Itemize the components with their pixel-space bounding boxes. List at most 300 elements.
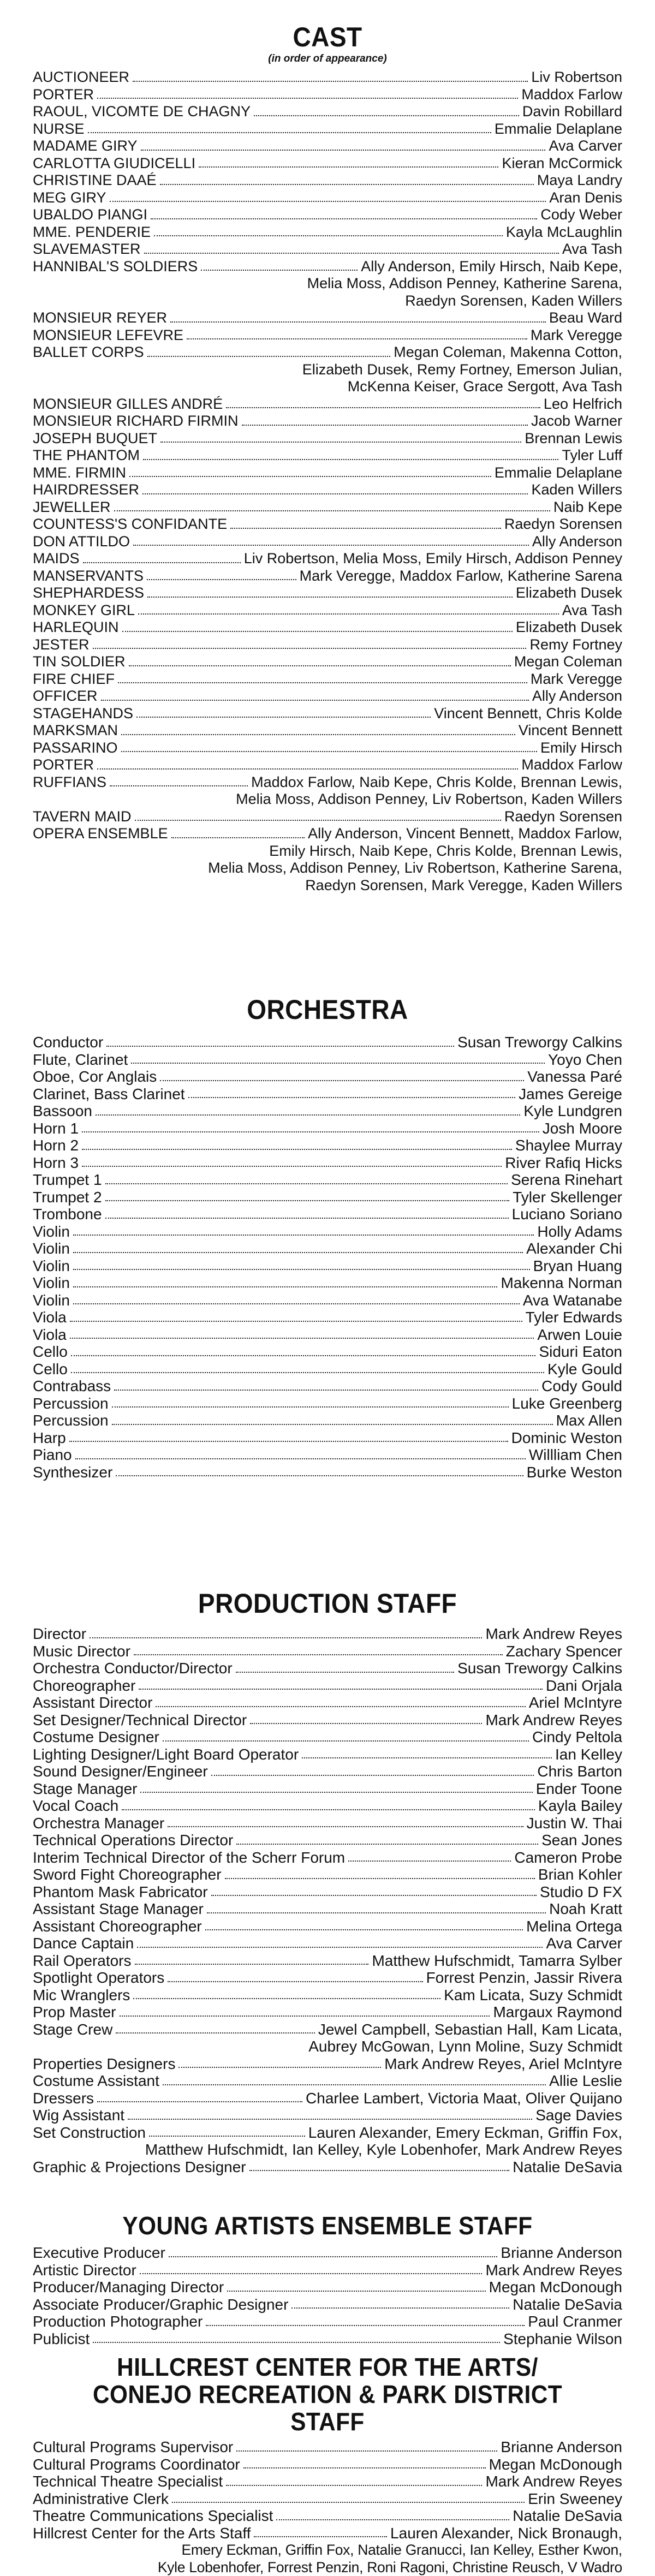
- credit-role: Cello: [33, 1361, 68, 1378]
- credit-name: Max Allen: [556, 1412, 622, 1429]
- dot-leader: [188, 1097, 516, 1098]
- credit-role: Production Photographer: [33, 2313, 203, 2330]
- dot-leader: [243, 2467, 486, 2468]
- dot-leader: [169, 2256, 498, 2257]
- credit-role: Trombone: [33, 1206, 102, 1223]
- credit-name: Josh Moore: [543, 1120, 622, 1137]
- credit-name: Melina Ortega: [526, 1918, 622, 1935]
- young-artists-list: [33, 2244, 622, 2347]
- credit-row: [33, 1883, 622, 1901]
- credit-role: Producer/Managing Director: [33, 2279, 224, 2296]
- credit-name-continued: Emery Eckman, Griffin Fox, Natalie Granucci, Ian Kelley, Esther Kwon,: [33, 2542, 622, 2559]
- dot-leader: [134, 1654, 503, 1655]
- credit-row: [33, 568, 622, 585]
- credit-name: Matthew Hufschmidt, Tamarra Sylber: [372, 1952, 622, 1970]
- credit-row: [33, 722, 622, 740]
- credit-name: Cody Gould: [541, 1378, 622, 1395]
- dot-leader: [93, 2342, 500, 2343]
- credit-name: Brianne Anderson: [501, 2244, 622, 2262]
- dot-leader: [140, 2273, 483, 2274]
- credit-name: Alexander Chi: [526, 1240, 622, 1257]
- dot-leader: [106, 1046, 454, 1047]
- credit-row: [33, 1343, 622, 1361]
- credit-role: OFFICER: [33, 688, 98, 705]
- dot-leader: [105, 1200, 510, 1201]
- credit-role: COUNTESS'S CONFIDANTE: [33, 516, 227, 533]
- credit-name: Maya Landry: [537, 172, 622, 189]
- dot-leader: [118, 682, 527, 683]
- dot-leader: [170, 321, 546, 323]
- credit-row: [33, 671, 622, 688]
- dot-leader: [73, 1286, 497, 1287]
- credit-name: Dominic Weston: [511, 1429, 622, 1447]
- credit-name: Emmalie Delaplane: [495, 121, 622, 138]
- dot-leader: [97, 768, 518, 770]
- credit-row: [33, 1625, 622, 1643]
- credit-role: Violin: [33, 1240, 70, 1257]
- dot-leader: [211, 1775, 534, 1776]
- credit-role: MONSIEUR GILLES ANDRÉ: [33, 396, 223, 413]
- credit-name: Davin Robillard: [522, 103, 622, 121]
- credit-row: [33, 1292, 622, 1309]
- production-staff-section: [33, 1587, 622, 2175]
- credit-role: Director: [33, 1625, 86, 1643]
- credit-name: Beau Ward: [549, 309, 622, 327]
- credit-role: Sword Fight Choreographer: [33, 1866, 222, 1883]
- dot-leader: [227, 2291, 485, 2292]
- credit-name: Allie Leslie: [549, 2072, 622, 2090]
- credit-role: Music Director: [33, 1643, 130, 1660]
- credit-role: RAOUL, VICOMTE DE CHAGNY: [33, 103, 251, 121]
- credit-name: Kayla Bailey: [538, 1797, 622, 1815]
- credit-role: Violin: [33, 1223, 70, 1241]
- credit-name: Elizabeth Dusek: [516, 619, 622, 636]
- credit-name: Arwen Louie: [537, 1326, 622, 1344]
- credit-role: Costume Designer: [33, 1728, 159, 1746]
- credit-name: Jacob Warner: [531, 413, 622, 430]
- credit-row: [33, 396, 622, 413]
- credit-role: Violin: [33, 1274, 70, 1292]
- credit-name: Megan Coleman, Makenna Cotton,: [394, 344, 622, 361]
- dot-leader: [226, 2485, 482, 2486]
- credit-role: MARKSMAN: [33, 722, 118, 740]
- dot-leader: [135, 1964, 369, 1965]
- credit-role: Cultural Programs Coordinator: [33, 2456, 240, 2473]
- credit-role: BALLET CORPS: [33, 344, 144, 361]
- credit-role: PORTER: [33, 756, 94, 774]
- credit-role: Piano: [33, 1446, 72, 1464]
- credit-role: THE PHANTOM: [33, 447, 140, 464]
- credit-name: Raedyn Sorensen: [504, 808, 622, 826]
- credit-row: [33, 69, 622, 86]
- dot-leader: [141, 150, 546, 151]
- credit-row: [33, 602, 622, 619]
- credit-role: DON ATTILDO: [33, 533, 130, 551]
- dot-leader: [73, 1303, 520, 1304]
- credit-role: MONKEY GIRL: [33, 602, 135, 619]
- credit-row: [33, 550, 622, 568]
- credit-role: Viola: [33, 1326, 67, 1344]
- credit-role: JOSEPH BUQUET: [33, 430, 157, 448]
- credit-row: [33, 1832, 622, 1849]
- credit-role: Graphic & Projections Designer: [33, 2158, 246, 2176]
- credit-name: Ava Carver: [549, 138, 622, 155]
- credit-row: [33, 825, 622, 843]
- credit-row: [33, 1206, 622, 1223]
- dot-leader: [206, 2325, 525, 2326]
- credit-row: [33, 1780, 622, 1798]
- credit-role: Set Designer/Technical Director: [33, 1712, 247, 1729]
- dot-leader: [70, 1321, 522, 1322]
- credit-role: Stage Manager: [33, 1780, 137, 1798]
- credit-row: [33, 1034, 622, 1051]
- credit-name: Aran Denis: [549, 189, 622, 207]
- dot-leader: [128, 2119, 532, 2120]
- credit-name: James Gereige: [519, 1086, 622, 1103]
- credit-row: [33, 1240, 622, 1257]
- dot-leader: [225, 1878, 535, 1879]
- credit-row: [33, 2473, 622, 2490]
- credit-role: CHRISTINE DAAÉ: [33, 172, 157, 189]
- dot-leader: [226, 407, 540, 408]
- dot-leader: [101, 700, 529, 701]
- credit-row: [33, 499, 622, 516]
- credit-row: [33, 2296, 622, 2313]
- credit-row: [33, 2003, 622, 2021]
- dot-leader: [82, 1149, 512, 1150]
- credit-row: [33, 808, 622, 826]
- dot-leader: [114, 510, 550, 511]
- credit-name: Yoyo Chen: [548, 1051, 622, 1069]
- credit-row: [33, 1952, 622, 1970]
- credit-role: JEWELLER: [33, 499, 111, 516]
- credit-name: Burke Weston: [527, 1464, 622, 1481]
- credit-name: Ally Anderson: [532, 533, 622, 551]
- credit-row: [33, 1849, 622, 1867]
- credit-name: Sean Jones: [541, 1832, 622, 1849]
- credit-name: Brianne Anderson: [501, 2438, 622, 2456]
- hillcrest-heading-line2: CONEJO RECREATION & PARK DISTRICT STAFF: [56, 2381, 599, 2435]
- dot-leader: [90, 1637, 482, 1638]
- credit-row: [33, 1412, 622, 1429]
- dot-leader: [160, 184, 534, 185]
- credit-role: HARLEQUIN: [33, 619, 119, 636]
- credit-role: UBALDO PIANGI: [33, 206, 147, 224]
- credit-role: Horn 1: [33, 1120, 79, 1137]
- credit-row: [33, 447, 622, 464]
- credit-row: [33, 103, 622, 121]
- credit-role: Publicist: [33, 2330, 90, 2348]
- credit-name: Megan McDonough: [489, 2279, 622, 2296]
- credit-row: [33, 1660, 622, 1677]
- credit-row: [33, 1257, 622, 1275]
- credit-role: Synthesizer: [33, 1464, 112, 1481]
- credit-role: Orchestra Manager: [33, 1815, 164, 1832]
- credit-name: Maddox Farlow, Naib Kepe, Chris Kolde, Brennan Lewis,: [251, 774, 622, 791]
- credit-row: [33, 1429, 622, 1447]
- credit-row: [33, 327, 622, 344]
- credit-row: [33, 1797, 622, 1815]
- production-staff-heading: PRODUCTION STAFF: [56, 1587, 599, 1620]
- credit-row: [33, 1051, 622, 1069]
- dot-leader: [160, 442, 521, 443]
- cast-section: [33, 21, 622, 894]
- credit-role: RUFFIANS: [33, 774, 106, 791]
- dot-leader: [71, 1355, 536, 1356]
- credit-role: Cello: [33, 1343, 68, 1361]
- credit-row: [33, 2158, 622, 2176]
- credit-name: Mark Andrew Reyes, Ariel McIntyre: [384, 2055, 622, 2073]
- dot-leader: [187, 338, 527, 339]
- credit-name: Holly Adams: [537, 1223, 622, 1241]
- dot-leader: [83, 562, 241, 563]
- dot-leader: [73, 1235, 534, 1236]
- dot-leader: [348, 1861, 511, 1862]
- credit-role: Interim Technical Director of the Scherr Forum: [33, 1849, 345, 1867]
- credit-row: [33, 1189, 622, 1206]
- credit-row: [33, 1866, 622, 1883]
- credit-name: Megan McDonough: [489, 2456, 622, 2473]
- orchestra-heading: ORCHESTRA: [56, 993, 599, 1026]
- dot-leader: [199, 166, 498, 168]
- orchestra-list: [33, 1034, 622, 1481]
- credit-row: [33, 464, 622, 482]
- credit-role: PASSARINO: [33, 740, 118, 757]
- credit-name: River Rafiq Hicks: [505, 1154, 622, 1172]
- young-artists-section: [33, 2209, 622, 2347]
- credit-row: [33, 2438, 622, 2456]
- credit-role: Clarinet, Bass Clarinet: [33, 1086, 185, 1103]
- dot-leader: [154, 235, 503, 236]
- dot-leader: [142, 493, 528, 494]
- credit-name: Kam Licata, Suzy Schmidt: [444, 1987, 622, 2004]
- credit-role: Cultural Programs Supervisor: [33, 2438, 233, 2456]
- credit-name: Kieran McCormick: [502, 155, 622, 172]
- dot-leader: [133, 81, 528, 82]
- credit-row: [33, 2090, 622, 2107]
- credit-row: [33, 344, 622, 361]
- credit-row: [33, 1677, 622, 1695]
- dot-leader: [121, 734, 515, 735]
- credit-role: MONSIEUR LEFEVRE: [33, 327, 183, 344]
- credit-name: Chris Barton: [537, 1763, 622, 1780]
- dot-leader: [249, 2170, 510, 2171]
- credit-row: [33, 1086, 622, 1103]
- dot-leader: [230, 528, 501, 529]
- credit-name: Lauren Alexander, Nick Bronaugh,: [390, 2525, 622, 2542]
- credit-name-continued: Raedyn Sorensen, Mark Veregge, Kaden Willers: [33, 877, 622, 895]
- credit-name: Natalie DeSavia: [513, 2507, 622, 2525]
- credit-role: Hillcrest Center for the Arts Staff: [33, 2525, 251, 2542]
- credit-role: MANSERVANTS: [33, 568, 144, 585]
- credit-name: Mark Andrew Reyes: [485, 2262, 622, 2279]
- credit-row: [33, 121, 622, 138]
- dot-leader: [172, 2502, 525, 2503]
- credit-role: HANNIBAL'S SOLDIERS: [33, 258, 198, 276]
- dot-leader: [147, 597, 513, 598]
- credit-row: [33, 756, 622, 774]
- dot-leader: [122, 1809, 535, 1810]
- credit-row: [33, 1694, 622, 1712]
- credit-role: Assistant Choreographer: [33, 1918, 202, 1935]
- dot-leader: [105, 1183, 508, 1184]
- credit-role: MAIDS: [33, 550, 80, 568]
- credit-role: MME. PENDERIE: [33, 224, 151, 241]
- credit-row: [33, 1712, 622, 1729]
- dot-leader: [120, 2016, 490, 2017]
- credit-role: Violin: [33, 1292, 70, 1309]
- credit-row: [33, 241, 622, 258]
- credit-role: HAIRDRESSER: [33, 481, 139, 499]
- credit-row: [33, 2279, 622, 2296]
- credit-role: Viola: [33, 1309, 67, 1326]
- credit-name: Siduri Eaton: [539, 1343, 622, 1361]
- credit-row: [33, 1446, 622, 1464]
- credit-name-continued: Melia Moss, Addison Penney, Katherine Sarena,: [33, 275, 622, 293]
- credit-name: Emmalie Delaplane: [495, 464, 622, 482]
- credit-row: [33, 1643, 622, 1660]
- dot-leader: [291, 2307, 509, 2309]
- credit-name: Shaylee Murray: [515, 1137, 622, 1154]
- credit-role: TIN SOLDIER: [33, 653, 126, 671]
- credit-name: Kyle Gould: [547, 1361, 622, 1378]
- credit-row: [33, 1464, 622, 1481]
- hillcrest-heading-line1: HILLCREST CENTER FOR THE ARTS/: [56, 2353, 599, 2381]
- credit-name: Liv Robertson, Melia Moss, Emily Hirsch, Addison Penney: [244, 550, 622, 568]
- credit-row: [33, 705, 622, 723]
- dot-leader: [97, 98, 518, 99]
- credit-name: Vincent Bennett: [519, 722, 622, 740]
- credit-role: Bassoon: [33, 1102, 92, 1120]
- dot-leader: [236, 2450, 497, 2452]
- credit-row: [33, 309, 622, 327]
- credit-name: Zachary Spencer: [506, 1643, 622, 1660]
- dot-leader: [137, 1947, 543, 1948]
- credit-row: [33, 2124, 622, 2142]
- credit-role: Properties Designers: [33, 2055, 175, 2073]
- credit-role: Flute, Clarinet: [33, 1051, 128, 1069]
- dot-leader: [110, 785, 248, 786]
- credit-row: [33, 2021, 622, 2038]
- dot-leader: [112, 1424, 553, 1425]
- credit-name: Ally Anderson, Emily Hirsch, Naib Kepe,: [361, 258, 622, 276]
- dot-leader: [88, 132, 491, 133]
- credit-role: Horn 2: [33, 1137, 79, 1154]
- credit-row: [33, 1068, 622, 1086]
- credit-name: Justin W. Thai: [527, 1815, 622, 1832]
- credit-name: Vanessa Paré: [527, 1068, 622, 1086]
- credit-name: Charlee Lambert, Victoria Maat, Oliver Quijano: [306, 2090, 622, 2107]
- credit-name: Raedyn Sorensen: [504, 516, 622, 533]
- credit-name: Cody Weber: [540, 206, 622, 224]
- dot-leader: [302, 1757, 552, 1758]
- credit-role: Prop Master: [33, 2003, 116, 2021]
- dot-leader: [96, 1114, 520, 1116]
- credit-role: FIRE CHIEF: [33, 671, 115, 688]
- dot-leader: [110, 201, 546, 202]
- hillcrest-list: [33, 2438, 622, 2576]
- credit-row: [33, 2055, 622, 2073]
- dot-leader: [116, 2032, 315, 2034]
- credit-name: Ava Watanabe: [523, 1292, 622, 1309]
- credit-row: [33, 1378, 622, 1395]
- credit-name: Serena Rinehart: [511, 1171, 622, 1189]
- credit-role: Oboe, Cor Anglais: [33, 1068, 157, 1086]
- dot-leader: [254, 115, 519, 116]
- credit-name: Natalie DeSavia: [513, 2296, 622, 2313]
- dot-leader: [70, 1338, 534, 1339]
- credit-row: [33, 258, 622, 276]
- credit-name-continued: Aubrey McGowan, Lynn Moline, Suzy Schmidt: [33, 2038, 622, 2055]
- credit-name: Noah Kratt: [549, 1900, 622, 1918]
- credit-role: Violin: [33, 1257, 70, 1275]
- credit-name: Margaux Raymond: [493, 2003, 622, 2021]
- dot-leader: [236, 1672, 454, 1673]
- credit-name-continued: McKenna Keiser, Grace Sergott, Ava Tash: [33, 378, 622, 396]
- credit-name-continued: Emily Hirsch, Naib Kepe, Chris Kolde, Brennan Lewis,: [33, 843, 622, 860]
- credit-name: Kayla McLaughlin: [506, 224, 622, 241]
- credit-name: Cameron Probe: [514, 1849, 622, 1867]
- credit-name: Luciano Soriano: [512, 1206, 622, 1223]
- dot-leader: [276, 2519, 509, 2520]
- dot-leader: [163, 2084, 546, 2085]
- credit-role: Assistant Stage Manager: [33, 1900, 204, 1918]
- credit-role: Assistant Director: [33, 1694, 152, 1712]
- dot-leader: [171, 837, 305, 838]
- credit-name: Ally Anderson, Vincent Bennett, Maddox Farlow,: [308, 825, 622, 843]
- credit-role: Costume Assistant: [33, 2072, 159, 2090]
- production-staff-list: [33, 1625, 622, 2175]
- credit-row: [33, 224, 622, 241]
- credit-role: MEG GIRY: [33, 189, 106, 207]
- dot-leader: [105, 1218, 509, 1219]
- credit-role: SLAVEMASTER: [33, 241, 141, 258]
- credit-role: Spotlight Operators: [33, 1969, 164, 1987]
- credit-row: [33, 2107, 622, 2124]
- credit-role: Harp: [33, 1429, 66, 1447]
- credit-role: Phantom Mask Fabricator: [33, 1883, 208, 1901]
- dot-leader: [114, 1390, 538, 1391]
- credit-name: Willliam Chen: [529, 1446, 622, 1464]
- dot-leader: [82, 1131, 539, 1132]
- credit-role: PORTER: [33, 86, 94, 104]
- hillcrest-section: [33, 2353, 622, 2576]
- credit-row: [33, 1309, 622, 1326]
- credit-row: [33, 86, 622, 104]
- credit-row: [33, 2244, 622, 2262]
- credit-row: [33, 2456, 622, 2473]
- credit-name: Jewel Campbell, Sebastian Hall, Kam Licata,: [318, 2021, 622, 2038]
- credit-name: Tyler Skellenger: [513, 1189, 622, 1206]
- credit-name: Megan Coleman: [514, 653, 622, 671]
- credit-name: Mark Andrew Reyes: [485, 1625, 622, 1643]
- credit-role: MADAME GIRY: [33, 138, 138, 155]
- dot-leader: [250, 1723, 482, 1724]
- credit-row: [33, 2072, 622, 2090]
- dot-leader: [236, 1844, 538, 1845]
- credit-role: Vocal Coach: [33, 1797, 118, 1815]
- dot-leader: [69, 1441, 508, 1442]
- credit-role: Technical Operations Director: [33, 1832, 233, 1849]
- credit-name: Maddox Farlow: [521, 756, 622, 774]
- orchestra-section: [33, 993, 622, 1481]
- credit-name-continued: Melia Moss, Addison Penney, Liv Robertson, Katherine Sarena,: [33, 860, 622, 877]
- dot-leader: [116, 1475, 523, 1476]
- dot-leader: [133, 545, 529, 546]
- credit-name: Makenna Norman: [501, 1274, 622, 1292]
- credit-role: Theatre Communications Specialist: [33, 2507, 273, 2525]
- credit-name: Erin Sweeney: [528, 2490, 622, 2508]
